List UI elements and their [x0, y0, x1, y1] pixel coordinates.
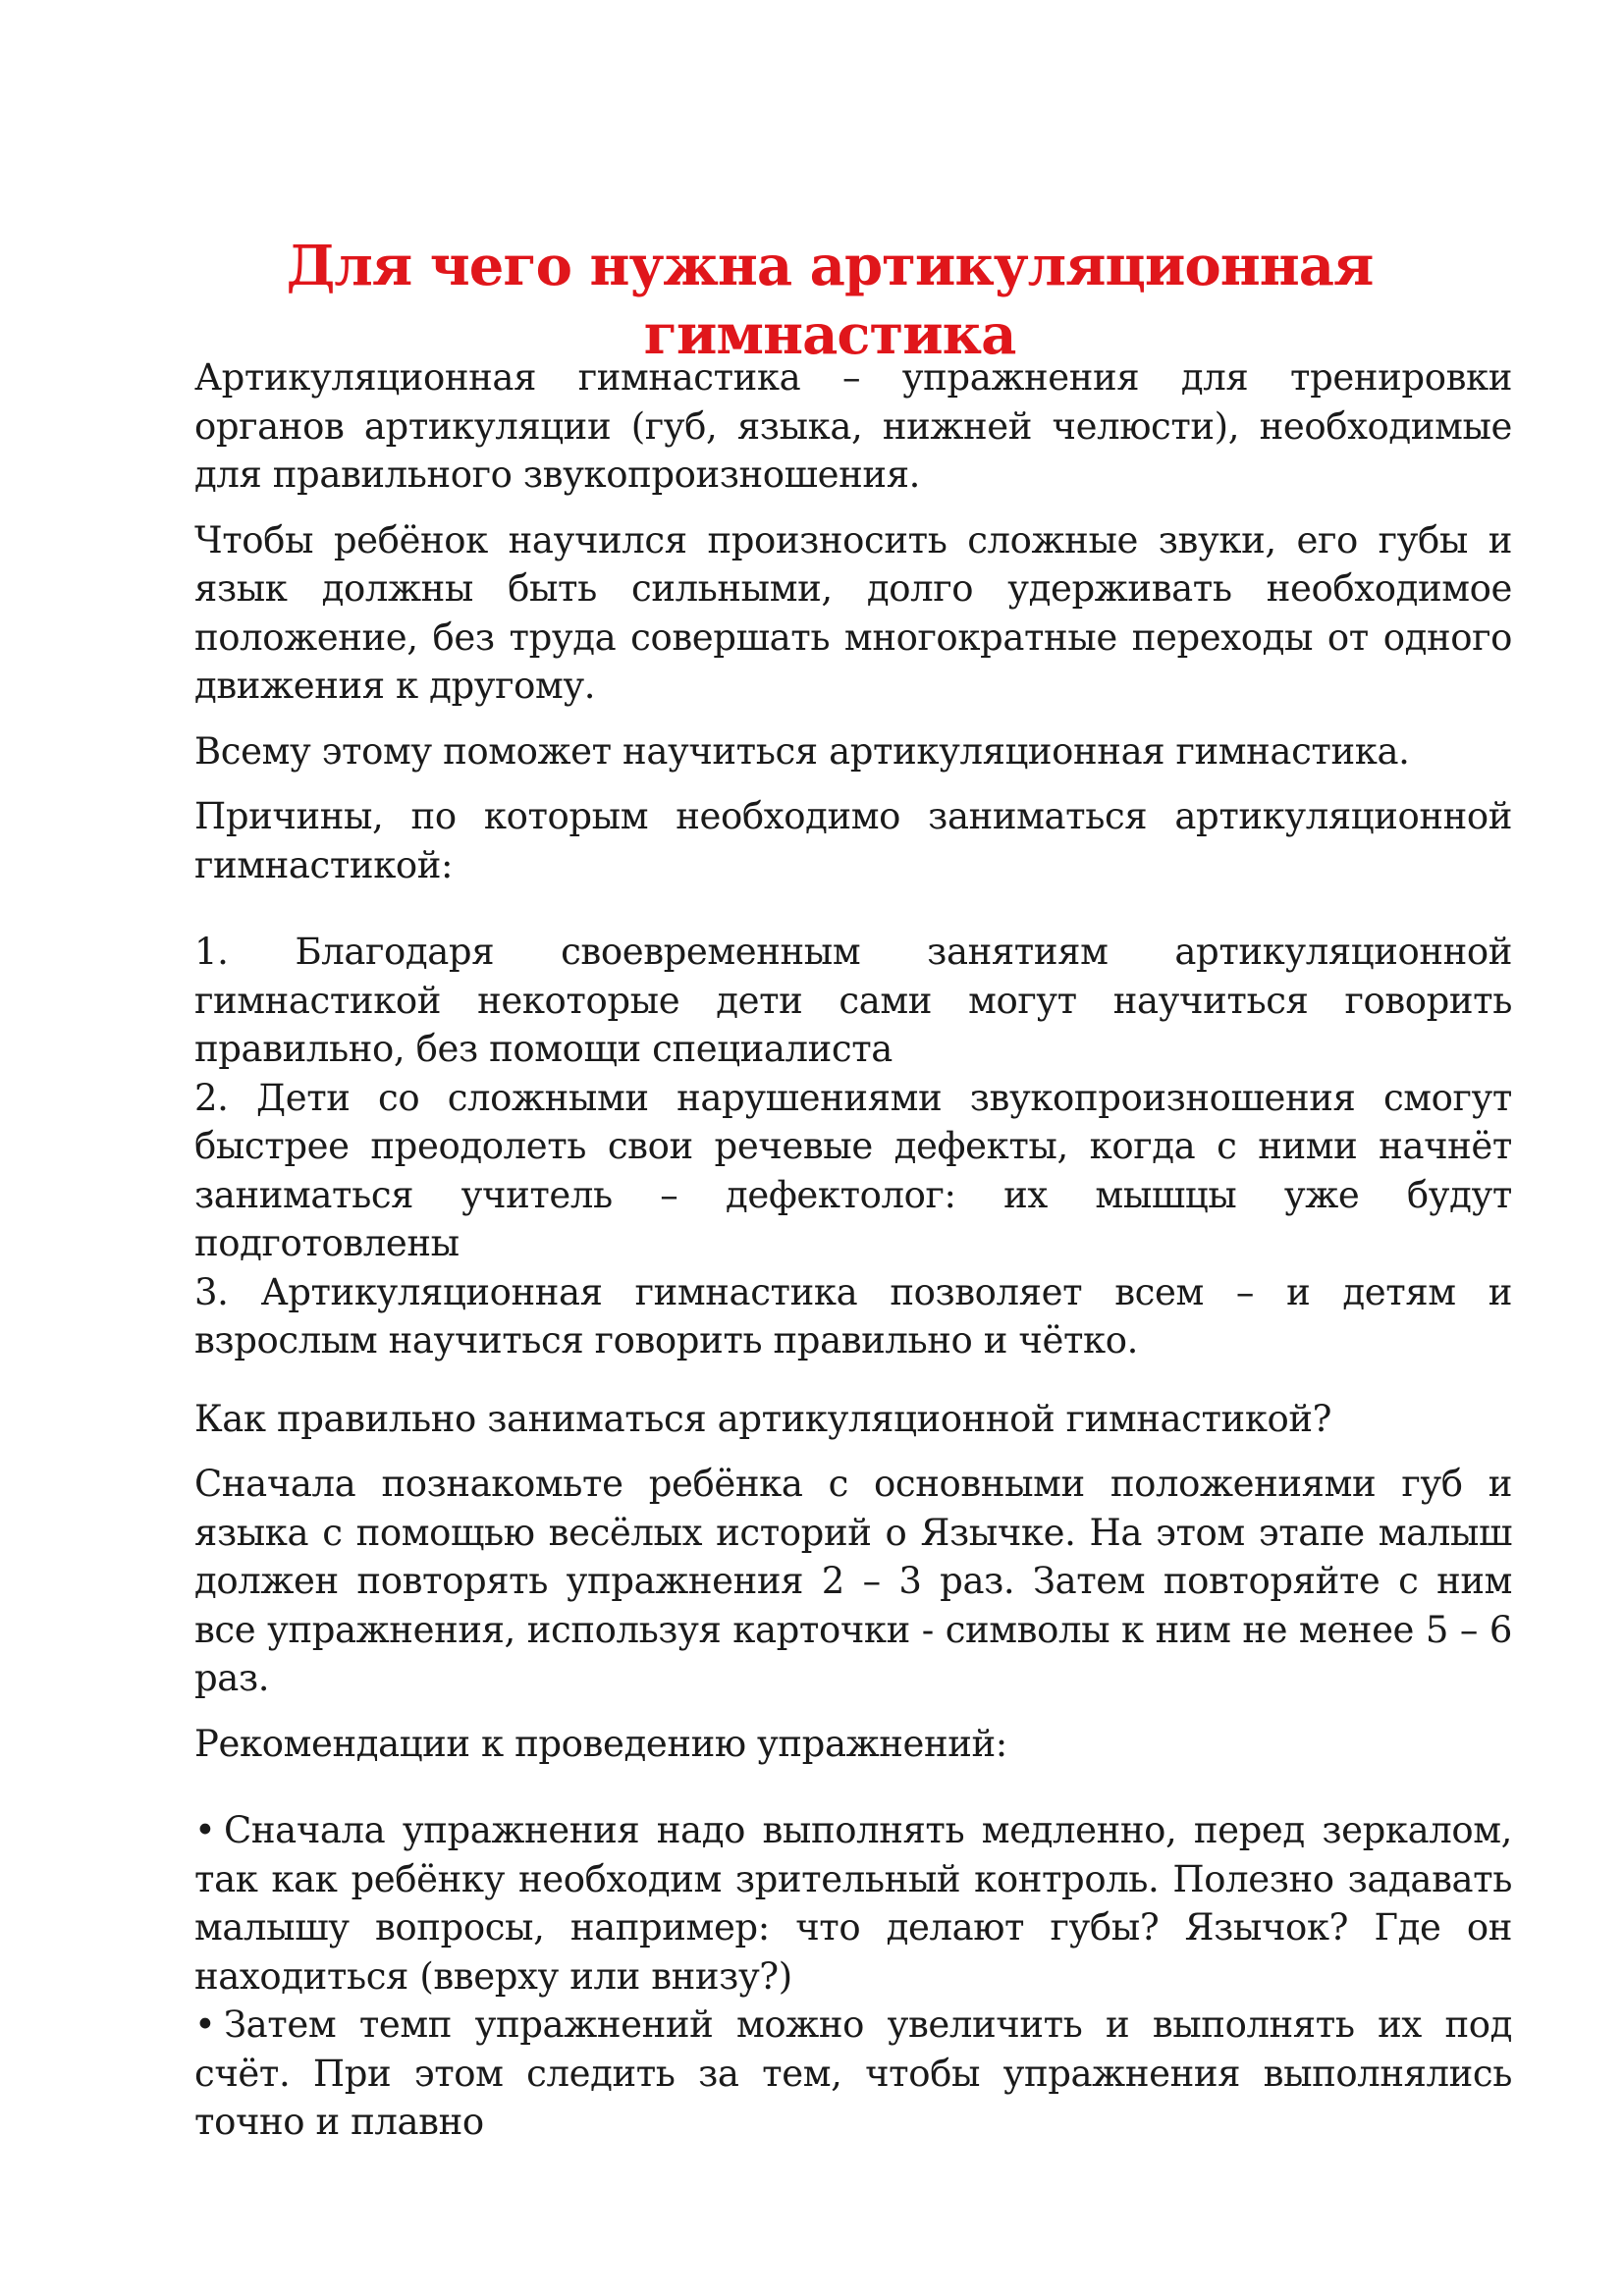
bullet-icon: • — [194, 1809, 216, 1851]
recommendation-text: Затем темп упражнений можно увеличить и выполнять их под счёт. При этом следить за тем, чтобы упражнения выполнялись точно и плавно — [194, 2003, 1512, 2143]
recommendation-item — [194, 1806, 1512, 2001]
intro-paragraph-definition: Артикуляционная гимнастика – упражнения для тренировки органов артикуляции (губ, языка, нижней челюсти), необходимые для правильного звукопроизношения. — [194, 356, 1512, 496]
recommendation-text: Сначала упражнения надо выполнять медленно, перед зеркалом, так как ребёнку необходим зрительный контроль. Полезно задавать малышу вопросы, например: что делают губы? Язычок? Где он находиться (вверху или внизу?) — [194, 1809, 1512, 1998]
recommendation-item — [194, 2001, 1512, 2147]
reason-number: 1. — [194, 931, 229, 973]
reason-text: Дети со сложными нарушениями звукопроизношения смогут быстрее преодолеть свои речевые дефекты, когда с ними начнёт заниматься учитель – дефектолог: их мышцы уже будут подготовлены — [194, 1076, 1512, 1264]
reason-item — [194, 1074, 1512, 1268]
reason-item — [194, 928, 1512, 1074]
reason-text: Артикуляционная гимнастика позволяет всем – и детям и взрослым научиться говорить правильно и чётко. — [194, 1270, 1512, 1362]
reason-number: 3. — [194, 1270, 229, 1313]
recommendations-list — [194, 1806, 1512, 2147]
reason-text: Благодаря своевременным занятиям артикуляционной гимнастикой некоторые дети сами могут научиться говорить правильно, без помощи специалиста — [194, 931, 1512, 1070]
reason-number: 2. — [194, 1076, 229, 1119]
recommendations-heading: Рекомендации к проведению упражнений: — [194, 1722, 1007, 1765]
bullet-icon: • — [194, 2003, 216, 2046]
reason-item — [194, 1268, 1512, 1365]
how-to-paragraph: Сначала познакомьте ребёнка с основными положениями губ и языка с помощью весёлых историй о Язычке. На этом этапе малыш должен повторять упражнения 2 – 3 раз. Затем повторяйте с ним все упражнения, используя карточки - символы к ним не менее 5 – 6 раз. — [194, 1463, 1512, 1699]
page-title: Для чего нужна артикуляционная гимнастика — [286, 233, 1374, 367]
intro-paragraph-help: Всему этому поможет научиться артикуляционная гимнастика. — [194, 729, 1410, 773]
document-body — [194, 353, 1512, 2147]
reasons-heading: Причины, по которым необходимо заниматься артикуляционной гимнастикой: — [194, 795, 1512, 886]
intro-paragraph-requirements: Чтобы ребёнок научился произносить сложные звуки, его губы и язык должны быть сильными, долго удерживать необходимое положение, без труда совершать многократные переходы от одного движения к другому. — [194, 518, 1512, 707]
reasons-list — [194, 928, 1512, 1365]
how-to-heading: Как правильно заниматься артикуляционной гимнастикой? — [194, 1397, 1332, 1440]
